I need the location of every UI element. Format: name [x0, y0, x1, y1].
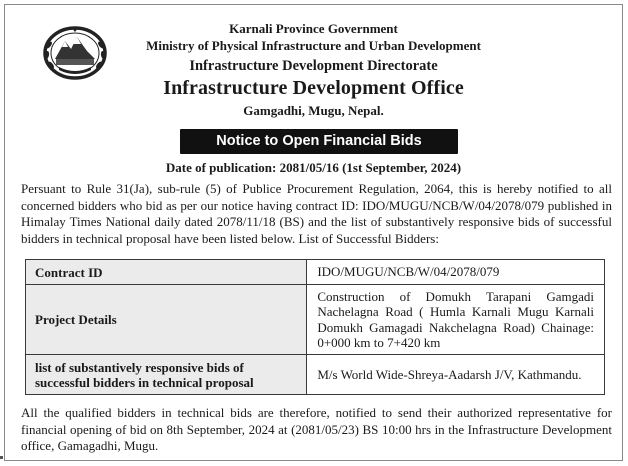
project-details-value: Construction of Domukh Tarapani Gamgadi Nachelagna Road ( Humla Karnali Mugu Karnali Domukh Gamagadi Nakchelagna Road) Chainage: 0+000 km to 7+420 km	[307, 285, 605, 355]
ministry-name: Ministry of Physical Infrastructure and Urban Development	[146, 38, 481, 53]
table-row	[26, 355, 605, 395]
contract-id-value: IDO/MUGU/NCB/W/04/2078/079	[307, 260, 605, 285]
successful-bidders-table	[25, 259, 605, 395]
intro-paragraph: Persuant to Rule 31(Ja), sub-rule (5) of Publice Procurement Regulation, 2064, this is hereby notified to all concerned bidders who bid as per our notice having contract ID: IDO/MUGU/NCB/W/04/2078/079 published in Himalay Times National daily dated 2078/11/18 (BS) and the list of substantively responsive bids of successful bidders in technical proposal have been listed below. List of Successful Bidders:	[21, 181, 612, 246]
page-edge-mark	[0, 456, 3, 459]
responsive-bids-value: M/s World Wide-Shreya-Aadarsh J/V, Kathmandu.	[307, 355, 605, 395]
office-name: Infrastructure Development Office	[163, 77, 464, 99]
project-details-label: Project Details	[26, 285, 307, 355]
contract-id-label: Contract ID	[26, 260, 307, 285]
notice-document	[4, 4, 623, 461]
directorate-name: Infrastructure Development Directorate	[189, 58, 438, 74]
office-address: Gamgadhi, Mugu, Nepal.	[243, 103, 384, 118]
table-row	[26, 285, 605, 355]
closing-paragraph: All the qualified bidders in technical bids are therefore, notified to send their authorized representative for financial opening of bid on 8th September, 2024 at (2081/05/23) BS 10:00 hrs in the Infrastructure Development office, Gamagadhi, Mugu.	[21, 405, 612, 453]
responsive-bids-label: list of substantively responsive bids of successful bidders in technical proposal	[26, 355, 307, 395]
government-name: Karnali Province Government	[229, 21, 398, 36]
publication-date: Date of publication: 2081/05/16 (1st September, 2024)	[165, 160, 462, 175]
notice-title-banner: Notice to Open Financial Bids	[180, 129, 458, 154]
table-row	[26, 260, 605, 285]
